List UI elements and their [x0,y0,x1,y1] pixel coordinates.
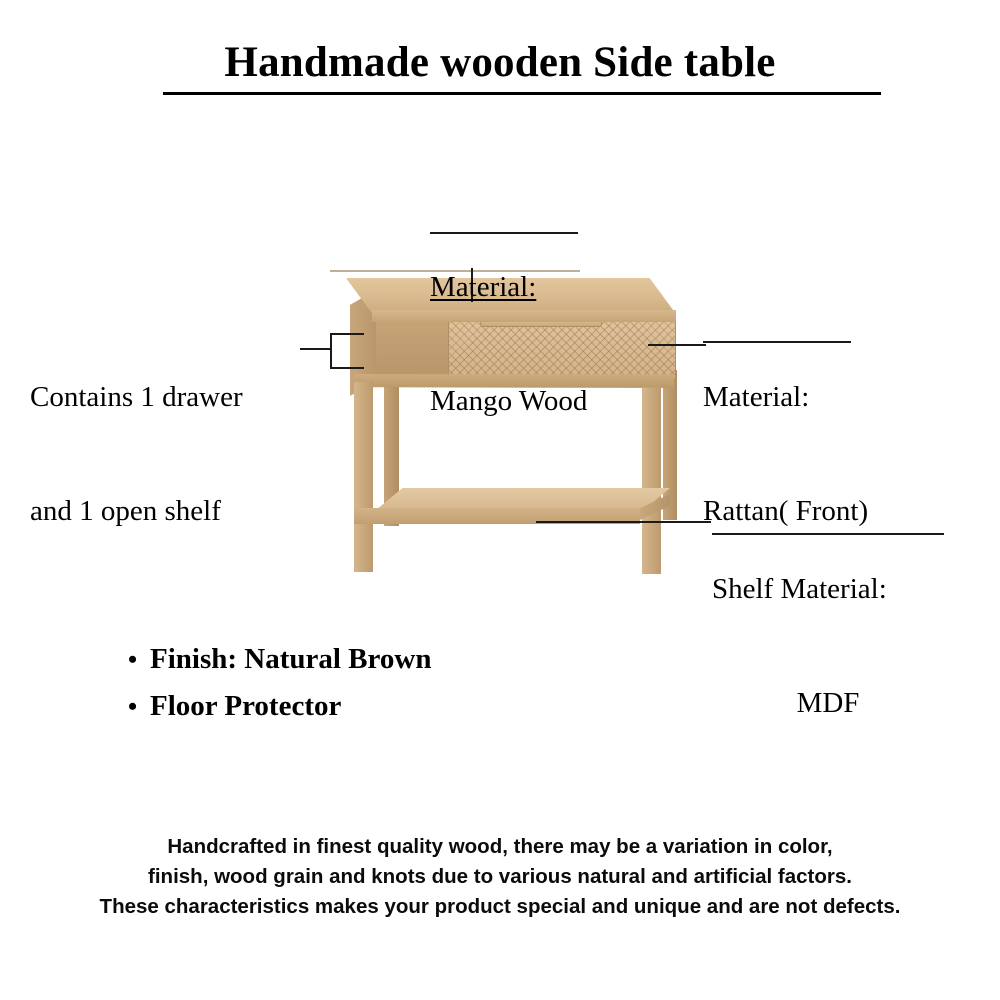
leader-line-drawer [300,348,332,350]
list-item [128,683,431,730]
annotation-shelf-material [712,494,944,798]
list-item-label: Finish: Natural Brown [150,643,432,675]
bullet-icon: • [128,692,138,721]
annotation-drawer-shelf [30,302,243,606]
list-item [128,636,431,683]
annotation-drawer-shelf-line1: Contains 1 drawer [30,381,243,413]
disclaimer-line-2: finish, wood grain and knots due to various natural and artificial factors. [148,865,852,888]
leader-bracket-drawer [330,333,364,369]
disclaimer-line-3: These characteristics makes your product special and unique and are not defects. [99,895,901,918]
annotation-drawer-shelf-line2: and 1 open shelf [30,495,221,527]
bullet-icon: • [128,645,138,674]
annotation-shelf-material-line2: MDF [796,687,860,719]
annotation-material-rattan-line2: Rattan( Front) [703,495,869,527]
table-front-left-leg [354,382,373,572]
list-item-label: Floor Protector [150,690,342,722]
annotation-material-mango-wood [430,192,587,496]
leader-line-rattan [648,344,706,346]
annotation-shelf-material-line1: Shelf Material: [712,573,887,605]
table-front-right-leg [642,388,661,574]
annotation-material-mango-wood-line1: Material: [430,271,537,303]
disclaimer-line-1: Handcrafted in finest quality wood, there may be a variation in color, [167,835,833,858]
feature-list [128,636,431,730]
annotation-material-mango-wood-line2: Mango Wood [430,385,588,417]
leader-line-shelf [536,521,711,523]
annotation-material-rattan-line1: Material: [703,381,810,413]
page-title: Handmade wooden Side table [224,39,776,86]
disclaimer-text [0,832,1000,922]
title-underline [163,92,881,95]
